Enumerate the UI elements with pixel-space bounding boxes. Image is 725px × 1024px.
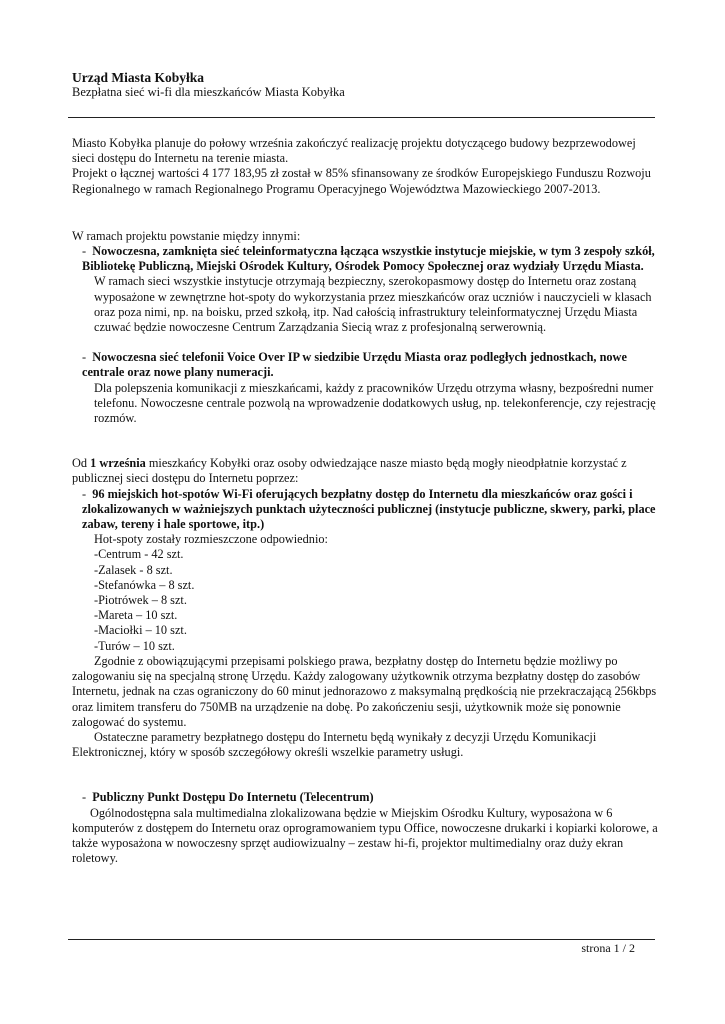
parameters-paragraph: Ostateczne parametry bezpłatnego dostępu do Internetu będą wynikały z decyzji Urzędu Komunikacji Elektronicznej, który w sposób szczegółowy określi wszelkie parametry usługi.: [72, 729, 597, 760]
wifi-lead-text: mieszkańcy Kobyłki oraz osoby odwiedzające nasze miasto będą mogły nieodpłatnie korzystać z publicznej sieci dostępu do Internetu poprzez:: [72, 456, 627, 486]
list-item: -Maciołki – 10 szt.: [94, 623, 187, 638]
list-item: -Stefanówka – 8 szt.: [94, 577, 195, 592]
project-bullet-1: [72, 244, 658, 274]
wifi-bullet: [72, 487, 658, 533]
telecentrum-heading: [72, 790, 658, 805]
header-divider: [68, 117, 655, 118]
page-subtitle: Bezpłatna sieć wi-fi dla mieszkańców Miasta Kobyłka: [72, 85, 345, 99]
list-item: -Centrum - 42 szt.: [94, 547, 184, 562]
page-number: strona 1 / 2: [581, 941, 635, 955]
list-item: -Piotrówek – 8 szt.: [94, 593, 187, 608]
footer-divider: [68, 939, 655, 940]
distribution-lead: Hot-spoty zostały rozmieszczone odpowiednio:: [94, 532, 328, 547]
wifi-lead: [72, 456, 658, 486]
project-bullet-2-body: Dla polepszenia komunikacji z mieszkańcami, każdy z pracowników Urzędu otrzyma własny, bezpośredni numer telefonu. Nowoczesne centrale pozwolą na wprowadzenie dodatkowych usług, np. telekonferencje, czy rejestrację rozmów.: [94, 380, 656, 426]
access-rules-paragraph: Zgodnie z obowiązującymi przepisami polskiego prawa, bezpłatny dostęp do Internetu będzie możliwy po zalogowaniu się na specjalną stronę Urzędu. Każdy zalogowany użytkownik otrzyma bezpłatny dostęp do zasobów Internetu, jednak na czas ograniczony do 60 minut jednorazowo z maksymalną prędkością nie przekraczającą 256kbps oraz limitem transferu do 750MB na urządzenie na dobę. Po zakończeniu sesji, użytkownik może się ponownie zalogować do systemu.: [72, 653, 657, 729]
intro-paragraph: Miasto Kobyłka planuje do połowy września zakończyć realizację projektu dotyczącego budowy bezprzewodowej sieci dostępu do Internetu na terenie miasta.: [72, 136, 636, 166]
page-title: Urząd Miasta Kobyłka: [72, 70, 205, 85]
bullet-title: Publiczny Punkt Dostępu Do Internetu (Telecentrum): [92, 790, 374, 805]
project-lead: W ramach projektu powstanie między innymi:: [72, 228, 301, 243]
wifi-lead-date: 1 września: [90, 456, 146, 471]
project-bullet-2: [72, 350, 658, 380]
list-item: -Mareta – 10 szt.: [94, 608, 178, 623]
bullet-title: Nowoczesna sieć telefonii Voice Over IP w siedzibie Urzędu Miasta oraz podległych jednostkach, nowe centrale oraz nowe plany numeracji.: [82, 350, 627, 380]
bullet-dash: -: [82, 486, 87, 501]
hotspot-location-list: [72, 547, 658, 653]
wifi-lead-text: Od: [72, 456, 91, 471]
bullet-dash: -: [82, 350, 87, 365]
intro-paragraph: Projekt o łącznej wartości 4 177 183,95 zł został w 85% sfinansowany ze środków Europejskiego Funduszu Rozwoju Regionalnego w ramach Regionalnego Programu Operacyjnego Województwa Mazowieckiego 2007-2013.: [72, 166, 651, 196]
telecentrum-paragraph: Ogólnodostępna sala multimedialna zlokalizowana będzie w Miejskim Ośrodku Kultury, wyposażona w 6 komputerów z dostępem do Internetu oraz oprogramowaniem typu Office, nowoczesne drukarki i kopiarki kolorowe, a także wyposażona w nowoczesny sprzęt audiowizualny – zestaw hi-fi, projektor multimedialny oraz duży ekran roletowy.: [72, 805, 658, 866]
project-bullet-1-body: W ramach sieci wszystkie instytucje otrzymają bezpieczny, szerokopasmowy dostęp do Internetu oraz zostaną wyposażone w zewnętrzne hot-spoty do wykorzystania przez mieszkańców oraz uczniów i nauczycieli w klasach oraz poza nimi, np. na boisku, przed szkołą, itp. Nad całością infrastruktury teleinformatycznej Urzędu Miasta czuwać będzie nowoczesne Centrum Zarządzania Siecią wraz z profesjonalną serwerownią.: [94, 274, 652, 335]
bullet-title: 96 miejskich hot-spotów Wi-Fi oferujących bezpłatny dostęp do Internetu dla mieszkańców oraz gości i zlokalizowanych w ważniejszych punktach użyteczności publicznej (instytucje publiczne, skwery, parki, place zabaw, tereny i hale sportowe, itp.): [82, 486, 656, 532]
bullet-dash: -: [82, 790, 87, 805]
document-body: [72, 136, 658, 866]
bullet-dash: -: [82, 244, 87, 259]
bullet-title: Nowoczesna, zamknięta sieć teleinformatyczna łącząca wszystkie instytucje miejskie, w tym 3 zespoły szkół, Bibliotekę Publiczną, Miejski Ośrodek Kultury, Ośrodek Pomocy Społecznej oraz wydziały Urzędu Miasta.: [82, 244, 655, 274]
list-item: -Zalasek - 8 szt.: [94, 562, 173, 577]
list-item: -Turów – 10 szt.: [94, 638, 175, 653]
